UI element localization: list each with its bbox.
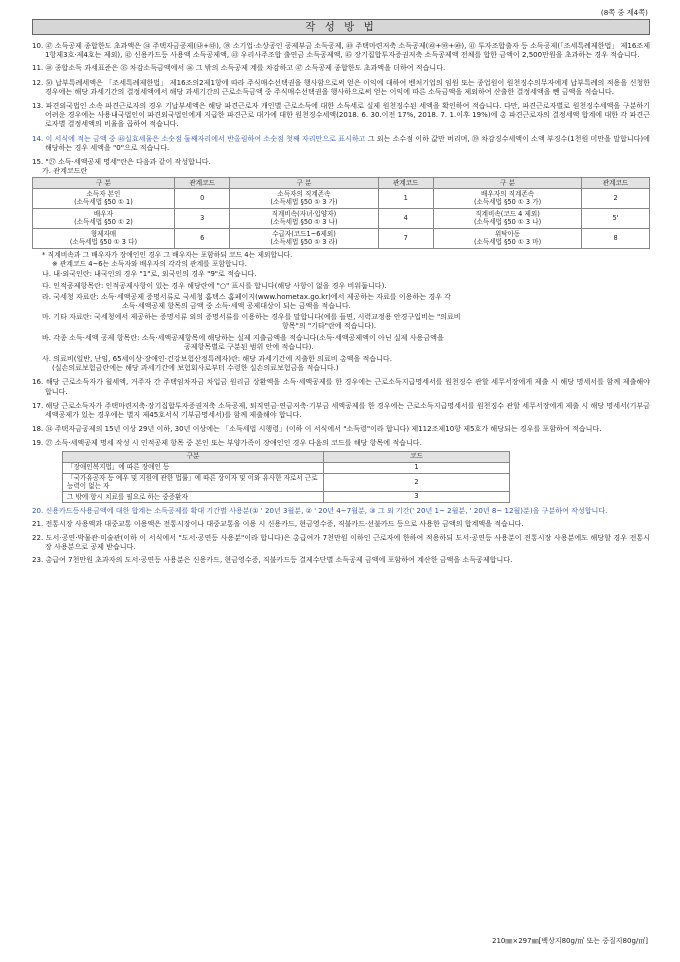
- section-title: 작 성 방 법: [32, 19, 650, 35]
- rel-code: 5': [582, 209, 650, 229]
- disability-code: 2: [324, 473, 510, 492]
- paper-spec-footer: 210㎜×297㎜[백상지80g/㎡ 또는 중질지80g/㎡]: [491, 937, 648, 945]
- sub-item-sa-cont: (실손의료보험금란에는 해당 과세기간에 보험회사로부터 수령한 실손의료보험금을 적습니다.): [52, 363, 339, 373]
- sub-item-ra: 라. 국세청 자료란: 소득·세액공제 증명서류로 국세청 홈택스 홈페이지(www.hometax.go.kr)에서 제공하는 자료를 이용하는 경우 각: [42, 291, 451, 301]
- table-row: [63, 462, 510, 473]
- relation-code-table: [32, 177, 650, 249]
- sub-item-ba-cont: 공제항목별로 구분된 범위 안에 적습니다).: [184, 341, 314, 351]
- sub-item-sa: 사. 의료비(일반, 난임, 65세이상·장애인·건강보험산정특례자)란: 해당 과세기간에 지출한 의료비 총액을 적습니다.: [42, 354, 392, 364]
- instruction-18: 18. ㉞ 주택자금공제의 15년 이상 29년 이하, 30년 이상에는 「소득세법 시행령」(이하 이 서식에서 "소득령"이라 합니다) 제112조제10항 제5호가 해당되는 경우를 포함하여 적습니다.: [32, 424, 602, 434]
- rel-label: 소득자의 직계존속 (소득세법 §50 ① 3 가): [230, 189, 378, 209]
- instruction-22: 22. 도서·공연·박물관·미술관(이하 이 서식에서 "도서·공연등 사용분"이라 합니다)은 총급여가 7천만원 이하인 근로자에 한하여 적용하되 도서·공연등 사용분이 전통시장 사용분에도 해당할 경우 전통시장 사용분으로 공제 받습니다.: [32, 532, 650, 551]
- rel-header: 관계코드: [582, 178, 650, 189]
- rel-header: 구 분: [230, 178, 378, 189]
- disability-label: 그 밖에 항시 치료를 필요로 하는 중증환자: [63, 492, 324, 503]
- sub-item-na: 나. 내·외국인란: 내국인의 경우 "1"로, 외국인의 경우 "9"로 적습니다.: [42, 269, 257, 279]
- rel-label: 위탁아동 (소득세법 §50 ① 3 마): [434, 229, 582, 249]
- rel-label: 직계비속(자녀·입양자) (소득세법 §50 ① 3 나): [230, 209, 378, 229]
- rel-header: 구 분: [33, 178, 175, 189]
- table-row: [33, 189, 650, 209]
- relation-note-star: * 직계비속과 그 배우자가 장애인인 경우 그 배우자는 포함하되 코드 4는 제외합니다.: [42, 251, 293, 260]
- instruction-19: 19. ㉗ 소득·세액공제 명세 작성 시 인적공제 항목 중 본인 또는 부양가족이 장애인인 경우 다음의 코드를 해당 항목에 적습니다.: [32, 438, 422, 448]
- rel-code: 1: [378, 189, 434, 209]
- rel-code: 4: [378, 209, 434, 229]
- instruction-11: 11. ㊽ 종합소득 과세표준은 ㉟ 차감소득금액에서 ㊻ 그 밖의 소득공제 계를 차감하고 ㊼ 소득공제 종합한도 초과액을 더하여 적습니다.: [32, 63, 446, 73]
- sub-item-ba: 바. 각종 소득·세액 공제 항목란: 소득·세액공제항목에 해당하는 실제 지출금액을 적습니다(소득·세액공제액이 아닌 실제 사용금액을: [42, 332, 444, 342]
- disability-code: 1: [324, 462, 510, 473]
- instruction-23: 23. 총급여 7천만원 초과자의 도서·공연등 사용분은 신용카드, 현금영수증, 직불카드등 결제수단별 소득공제 금액에 포함하여 계산한 금액을 소득공제합니다.: [32, 555, 513, 565]
- instruction-10: 10. ㊼ 소득공제 종합한도 초과액은 ㉞ 주택자금공제(㉯+㉰), ㊴ 소기업·소상공인 공제부금 소득공제, ㊵ 주택마련저축 소득공제(㉱+㉲+㉳), ㊶ 투자조합출자 등 소득공제(「조세특례제한법」 제16조제1항제3호·제4호는 제외), ㊷ 신용카드등 사용액 소득공제액, ㊸ 우리사주조합 출연금 소득공제액, ㊺ 장기집합투자증권저축 소득공제액 전체를 합한 금액이 2,500만원을 초과하는 경우 적습니다.: [32, 41, 650, 60]
- instruction-13: 13. 파견외국법인 소속 파견근로자의 경우 기납부세액은 해당 파견근로자 개인별 근로소득에 대한 소득세로 실제 원천징수된 세액을 확인하여 적습니다. 다만, 파견근로자별로 원천징수세액을 구분하기 어려운 경우에는 사용내국법인이 파견외국법인에게 지급한 파견근로 대가에 대한 원천징수세액(2018. 6. 30.이전 17%, 2018. 7. 1.이후 19%)에 총 파견근로자의 결정세액 합계에 대한 각 파견근로자별 결정세액의 비율을 곱하여 적습니다.: [32, 101, 650, 129]
- table-row: [33, 209, 650, 229]
- disability-code-table: [62, 451, 510, 504]
- rel-code: 0: [174, 189, 230, 209]
- sub-item-ma-cont: 항목"의 "기타"란에 적습니다).: [282, 321, 377, 331]
- instruction-14: [32, 134, 650, 152]
- rel-header: 구 분: [434, 178, 582, 189]
- table-row: [63, 473, 510, 492]
- rel-label: 수급자(코드1~6제외) (소득세법 §50 ① 3 라): [230, 229, 378, 249]
- rel-header: 관계코드: [174, 178, 230, 189]
- rel-label: 소득자 본인 (소득세법 §50 ① 1): [33, 189, 175, 209]
- rel-code: 8: [582, 229, 650, 249]
- disability-header: 구분: [63, 451, 324, 462]
- instruction-14-highlight: 14. 이 서식에 적는 금액 중 ㊻실효세율은 소숫점 둘째자리에서 반올림하여 소숫점 첫째 자리만으로 표시하고: [32, 133, 366, 143]
- rel-label: 직계비속(코드 4 제외) (소득세법 §50 ① 3 나): [434, 209, 582, 229]
- sub-item-da: 다. 인적공제항목란: 인적공제사항이 있는 경우 해당란에 "○" 표시를 합니다(해당 사항이 없을 경우 비워둡니다).: [42, 280, 387, 290]
- sub-item-ma: 마. 기타 자료란: 국세청에서 제공하는 증명서류 외의 증명서류를 이용하는 경우를 말합니다(예를 들면, 시력교정용 안경구입비는 "의료비: [42, 312, 461, 322]
- instruction-20: 20. 신용카드등사용금액에 대한 합계는 소득공제를 확대 기간별 사용분(① ' 20년 3월분, ② ' 20년 4~7월분, ③ 그 외 기간(' 20년 1~ 2월분, ' 20년 8~ 12월)분)을 구분하여 작성합니다.: [32, 506, 608, 516]
- instruction-17: 17. 해당 근로소득자가 주택마련저축·장기집합투자증권저축 소득공제, 퇴직연금·연금저축·기부금 세액공제를 한 경우에는 근로소득지급명세서를 원천징수 관할 세무서장에게 제출 시 해당 명세서(기부금세액공제가 있는 경우에는 별지 제45호서식 기부금명세서)를 함께 제출해야 합니다.: [32, 400, 650, 420]
- instruction-15-ga: 가. 관계코드란: [42, 166, 88, 176]
- disability-header: 코드: [324, 451, 510, 462]
- relation-note-ref: ※ 관계코드 4~6는 소득자와 배우자의 각각의 관계를 포함합니다.: [52, 260, 247, 269]
- sub-item-ra-cont: 소득·세액공제 항목의 금액 중 소득·세액 공제대상이 되는 금액을 적습니다.: [122, 301, 351, 311]
- rel-label: 배우자의 직계존속 (소득세법 §50 ① 3 가): [434, 189, 582, 209]
- disability-label: 「장애인복지법」에 따른 장애인 등: [63, 462, 324, 473]
- instruction-15: 15. "㉗ 소득·세액공제 명세"란은 다음과 같이 작성합니다.: [32, 157, 211, 167]
- rel-code: 7: [378, 229, 434, 249]
- rel-label: 배우자 (소득세법 §50 ① 2): [33, 209, 175, 229]
- rel-code: 3: [174, 209, 230, 229]
- instruction-12: 12. ㊿ 납부특례세액은 「조세특례제한법」 제16조의2제1항에 따라 주식매수선택권을 행사함으로써 얻은 이익에 대하여 벤처기업의 임원 또는 종업원이 원천징수의무자에게 납부특례의 적용을 신청한 경우에는 해당 과세기간의 결정세액에서 해당 과세기간의 근로소득금액 중 주식매수선택권을 행사하으로써 얻는 이익에 따른 소득금액을 제외하여 산출한 결정세액을 뺀 금액을 적습니다.: [32, 77, 650, 96]
- table-row: [63, 492, 510, 503]
- rel-code: 6: [174, 229, 230, 249]
- rel-code: 2: [582, 189, 650, 209]
- rel-label: 형제자매 (소득세법 §50 ① 3 다): [33, 229, 175, 249]
- instruction-14-rest: 그 외는 소수점 이하 값만 버리며, ㊴ 차감징수세액이 소액 부징수(1천원 미만을 말합니다)에 해당하는 경우 세액을 "0"으로 적습니다.: [45, 133, 650, 152]
- disability-label: 「국가유공자 등 예우 및 지원에 관한 법률」에 따른 상이자 및 이와 유사한 자로서 근로능력이 없는 자: [63, 473, 324, 492]
- instruction-16: 16. 해당 근로소득자가 월세액, 거주자 간 주택임차자금 차입금 원리금 상환액을 소득·세액공제를 한 경우에는 근로소득지급명세서를 원천징수 관할 세무서장에게 제출 시 해당 명세서를 함께 제출해야 합니다.: [32, 377, 650, 396]
- instruction-21: 21. 전통시장 사용액과 대중교통 이용액은 전통시장이나 대중교통을 이용 시 신용카드, 현금영수증, 직불카드·선불카드 등으로 사용한 금액의 합계액을 적습니다.: [32, 519, 524, 529]
- table-row: [33, 229, 650, 249]
- disability-code: 3: [324, 492, 510, 503]
- page-number: (8쪽 중 제4쪽): [600, 8, 648, 17]
- rel-header: 관계코드: [378, 178, 434, 189]
